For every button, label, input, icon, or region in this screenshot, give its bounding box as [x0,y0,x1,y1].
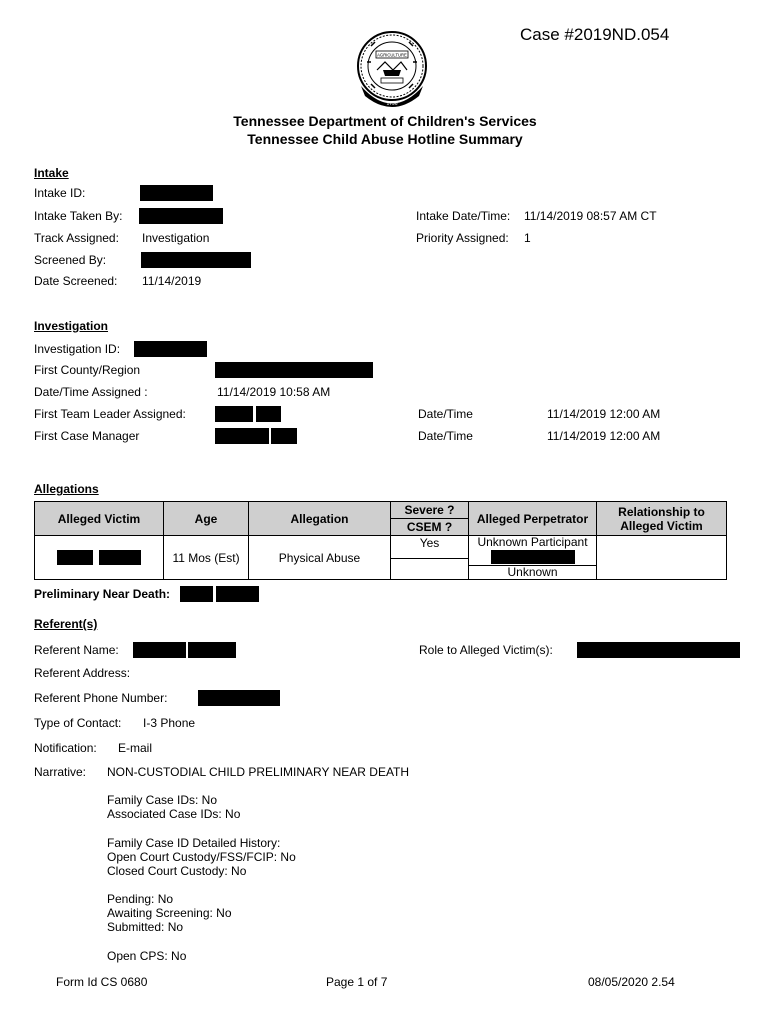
priority-label: Priority Assigned: [416,231,509,245]
col-header-relationship: Relationship to Alleged Victim [597,502,727,536]
referent-name-label: Referent Name: [34,643,119,657]
col-header-perpetrator: Alleged Perpetrator [469,502,597,536]
first-county-label: First County/Region [34,363,141,377]
redaction [215,428,269,444]
datetime-assigned-label: Date/Time Assigned : [34,385,148,399]
narrative-line: Family Case IDs: No [107,793,218,807]
perpetrator-line2: Unknown [469,565,596,579]
date-screened-value: 11/14/2019 [142,274,202,288]
intake-datetime-value: 11/14/2019 08:57 AM CT [524,209,657,223]
referents-heading: Referent(s) [34,617,98,631]
narrative-line: Associated Case IDs: No [107,807,241,821]
severe-cell: Yes [391,536,469,559]
redaction [256,406,281,422]
svg-text:AGRICULTURE: AGRICULTURE [377,52,407,58]
investigation-id-label: Investigation ID: [34,342,121,356]
redaction [216,586,259,602]
redaction [180,586,213,602]
track-assigned-label: Track Assigned: [34,231,119,245]
investigation-heading: Investigation [34,319,109,333]
team-leader-datetime-label: Date/Time [418,407,473,421]
col-header-csem: CSEM ? [391,519,469,536]
intake-id-label: Intake ID: [34,186,86,200]
datetime-assigned-value: 11/14/2019 10:58 AM [217,385,331,399]
alleged-victim-cell [35,536,164,580]
perpetrator-line1: Unknown Participant [477,535,588,549]
form-id: Form Id CS 0680 [56,975,148,989]
referent-phone-label: Referent Phone Number: [34,691,168,705]
narrative-line: Pending: No [107,892,174,906]
near-death-label: Preliminary Near Death: [34,587,171,601]
narrative-line: Open Court Custody/FSS/FCIP: No [107,850,296,864]
intake-datetime-label: Intake Date/Time: [416,209,511,223]
narrative-line: Family Case ID Detailed History: [107,836,281,850]
print-date: 08/05/2020 2.54 [588,975,675,989]
narrative-line: Closed Court Custody: No [107,864,247,878]
intake-heading: Intake [34,166,69,180]
redaction [188,642,236,658]
redaction [99,550,141,565]
page-subtitle: Tennessee Child Abuse Hotline Summary [247,131,523,147]
col-header-allegation: Allegation [249,502,391,536]
notification-value: E-mail [118,741,153,755]
tennessee-state-seal-icon [355,26,429,110]
case-manager-label: First Case Manager [34,429,140,443]
svg-text:1796: 1796 [386,101,398,107]
redaction [215,406,253,422]
allegation-cell: Physical Abuse [249,536,391,580]
redaction [57,550,93,565]
screened-by-label: Screened By: [34,253,107,267]
narrative-line: Submitted: No [107,920,184,934]
relationship-cell [597,536,727,580]
allegations-heading: Allegations [34,482,99,496]
narrative-line: Open CPS: No [107,949,187,963]
team-leader-label: First Team Leader Assigned: [34,407,186,421]
team-leader-datetime-value: 11/14/2019 12:00 AM [547,407,661,421]
redaction [141,252,251,268]
redaction [134,341,207,357]
priority-value: 1 [524,231,531,245]
role-to-victim-label: Role to Alleged Victim(s): [419,643,553,657]
date-screened-label: Date Screened: [34,274,118,288]
col-header-victim: Alleged Victim [35,502,164,536]
redaction [133,642,186,658]
narrative-line: Awaiting Screening: No [107,906,232,920]
narrative-value: NON-CUSTODIAL CHILD PRELIMINARY NEAR DEATH [107,765,410,779]
contact-type-value: I-3 Phone [143,716,196,730]
csem-cell [391,559,469,580]
notification-label: Notification: [34,741,97,755]
col-header-severe: Severe ? [391,502,469,519]
contact-type-label: Type of Contact: [34,716,122,730]
case-manager-datetime-value: 11/14/2019 12:00 AM [547,429,661,443]
redaction [215,362,373,378]
redaction [139,208,223,224]
redaction [577,642,740,658]
track-assigned-value: Investigation [142,231,210,245]
case-manager-datetime-label: Date/Time [418,429,473,443]
redaction [491,550,575,564]
redaction [271,428,297,444]
redaction [198,690,280,706]
redaction [140,185,213,201]
page-title: Tennessee Department of Children's Services [233,113,537,129]
col-header-age: Age [164,502,249,536]
page-number: Page 1 of 7 [326,975,388,989]
perpetrator-cell [469,536,597,580]
referent-address-label: Referent Address: [34,666,131,680]
narrative-label: Narrative: [34,765,87,779]
intake-taken-by-label: Intake Taken By: [34,209,123,223]
age-cell: 11 Mos (Est) [164,536,249,580]
case-number: Case #2019ND.054 [520,25,670,44]
allegations-table [34,501,727,580]
